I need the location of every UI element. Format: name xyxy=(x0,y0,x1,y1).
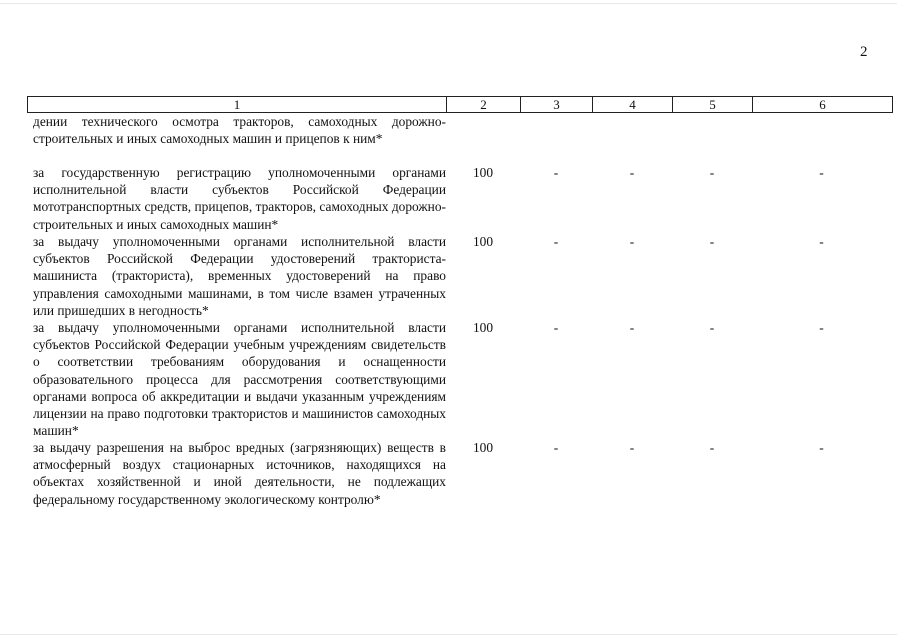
table-row xyxy=(27,113,893,164)
row-value-col-5: - xyxy=(709,165,715,180)
table-header xyxy=(27,96,893,113)
row-value-col-3: - xyxy=(553,320,559,335)
row-description: за выдачу уполномоченными органами исполнительной власти субъектов Российской Федерации удостоверений тракториста-машиниста (тракториста), временных удостоверений на право управления самоходными машинами, в том числе взамен утраченных или пришедших в негодность* xyxy=(33,234,446,318)
header-col-3: 3 xyxy=(521,97,593,112)
table-row xyxy=(27,164,893,233)
header-col-5: 5 xyxy=(673,97,753,112)
row-value-col-6: - xyxy=(819,234,824,249)
header-col-1: 1 xyxy=(28,97,447,112)
row-value-col-5: - xyxy=(709,320,715,335)
row-value-col-5: - xyxy=(709,234,715,249)
row-description: за выдачу разрешения на выброс вредных (загрязняющих) веществ в атмосферный воздух стационарных источников, находящихся на объектах хозяйственной и иной деятельности, не подлежащих федеральному государственному экологическому контролю* xyxy=(33,440,446,507)
table-row xyxy=(27,233,893,319)
scan-edge-bottom xyxy=(0,634,897,635)
row-value-col-2 xyxy=(446,113,520,164)
row-value-col-5 xyxy=(672,113,752,164)
table-row xyxy=(27,319,893,439)
row-value-col-6 xyxy=(752,113,891,164)
row-value-col-4: - xyxy=(629,320,635,335)
row-value-col-2: 100 xyxy=(472,165,494,180)
row-value-col-6: - xyxy=(819,320,824,335)
row-description: за государственную регистрацию уполномоченными органами исполнительной власти субъектов Российской Федерации мототранспортных средств, прицепов, тракторов, самоходных дорожно-строительных и иных самоходных машин* xyxy=(33,165,446,232)
row-value-col-5: - xyxy=(709,440,715,455)
row-description: дении технического осмотра тракторов, самоходных дорожно-строительных и иных самоходных машин и прицепов к ним* xyxy=(33,114,446,147)
row-value-col-4: - xyxy=(629,440,635,455)
table-body xyxy=(27,113,893,525)
row-value-col-3: - xyxy=(553,440,559,455)
header-col-2: 2 xyxy=(447,97,521,112)
page-number: 2 xyxy=(860,44,868,60)
row-value-col-3: - xyxy=(553,165,559,180)
row-value-col-2: 100 xyxy=(472,440,494,455)
row-value-col-3 xyxy=(520,113,592,164)
row-value-col-2: 100 xyxy=(472,234,494,249)
row-value-col-4: - xyxy=(629,165,635,180)
row-value-col-2: 100 xyxy=(472,320,494,335)
row-description: за выдачу уполномоченными органами исполнительной власти субъектов Российской Федерации учебным учреждениям свидетельств о соответствии требованиям оборудования и оснащенности образовательного процесса для рассмотрения соответствующими органами вопроса об аккредитации и выдачи указанным учреждениям лицензии на право подготовки трактористов и машинистов самоходных машин* xyxy=(33,320,446,439)
scan-edge-top xyxy=(0,3,897,4)
row-value-col-3: - xyxy=(553,234,559,249)
row-value-col-4 xyxy=(592,113,672,164)
row-value-col-6: - xyxy=(819,440,824,455)
table-row xyxy=(27,439,893,525)
header-col-4: 4 xyxy=(593,97,673,112)
header-col-6: 6 xyxy=(819,97,826,112)
row-value-col-6: - xyxy=(819,165,824,180)
row-value-col-4: - xyxy=(629,234,635,249)
